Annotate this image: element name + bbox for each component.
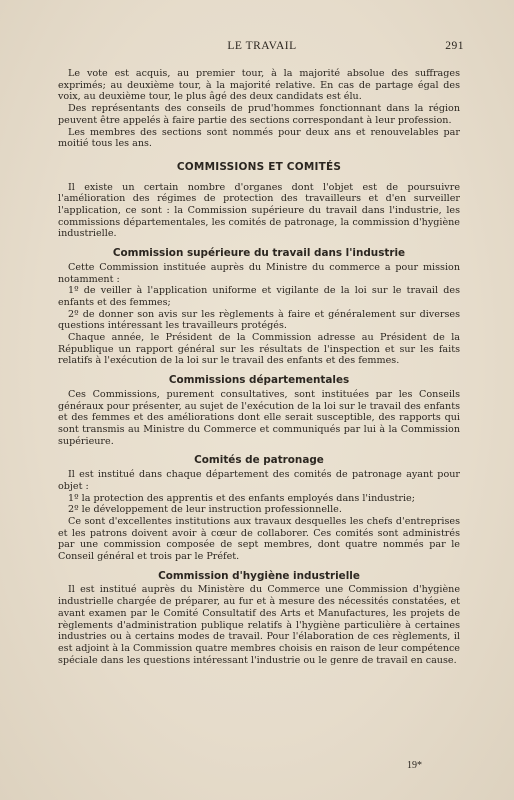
section-heading-commissions: COMMISSIONS ET COMITÉS — [176, 160, 342, 173]
paragraph: Cette Commission instituée auprès du Ministre du commerce a pour mission notamment : — [58, 261, 460, 285]
subsection-heading-commissions-departementales: Commissions départementales — [168, 374, 350, 387]
paragraph: Le vote est acquis, au premier tour, à la majorité absolue des suffrages exprimés; au deuxième tour, à la majorité relative. En cas de partage égal des voix, au deuxième tour, le plus âgé des deux candidats est élu. — [58, 68, 460, 103]
paragraph: Il est institué auprès du Ministère du Commerce une Commission d'hygiène industrielle chargée de préparer, au fur et à mesure des nécessités constatées, et avant examen par le Comité Consultatif des Arts et Manufactures, les projets de règlements d'administration publique relatifs à l'hygiène particulière à certaines industries ou à certains modes de travail. Pour l'élaboration de ces règlements, il est adjoint à la Commission quatre membres choisis en raison de leur compétence spéciale dans les questions intéressant l'industrie ou le genre de travail en cause. — [58, 584, 460, 666]
list-item: 1º de veiller à l'application uniforme et vigilante de la loi sur le travail des enfants et des femmes; — [58, 285, 460, 308]
subsection-heading-hygiene-industrielle: Commission d'hygiène industrielle — [158, 569, 360, 582]
paragraph: Il existe un certain nombre d'organes dont l'objet est de poursuivre l'amélioration des régimes de protection des travailleurs et d'en surveiller l'application, ce sont : la Commission supérieure du travail dans l'industrie, les commissions départementales, les comités de patronage, la commission d'hygiène industrielle. — [58, 181, 460, 240]
paragraph: Ces Commissions, purement consultatives, sont instituées par les Conseils généraux pour présenter, au sujet de l'exécution de la loi sur le travail des enfants et des femmes et des améliorations dont elle serait susceptible, des rapports qui sont transmis au Ministre du Commerce et communiqués par lui à la Commission supérieure. — [58, 388, 460, 447]
running-header — [58, 40, 466, 56]
paragraph: Il est institué dans chaque département des comités de patronage ayant pour objet : — [58, 469, 460, 492]
paragraph: Des représentants des conseils de prud'hommes fonctionnant dans la région peuvent être appelés à faire partie des sections correspondant à leur profession. — [58, 103, 460, 126]
list-item: 1º la protection des apprentis et des enfants employés dans l'industrie; — [68, 492, 415, 504]
paragraph: Les membres des sections sont nommés pour deux ans et renouvelables par moitié tous les ans. — [58, 126, 460, 150]
running-title: LE TRAVAIL — [227, 40, 297, 52]
subsection-heading-comites-patronage: Comités de patronage — [194, 454, 324, 467]
page-number: 291 — [445, 40, 464, 52]
paragraph: Chaque année, le Président de la Commission adresse au Président de la République un rapport général sur les résultats de l'inspection et sur les faits relatifs à l'exécution de la loi sur le travail des enfants et des femmes. — [58, 332, 460, 367]
page-body — [58, 68, 460, 666]
subsection-heading-commission-superieure: Commission supérieure du travail dans l'industrie — [112, 247, 406, 260]
list-item: 2º de donner son avis sur les règlements à faire et généralement sur diverses questions intéressant les travailleurs protégés. — [58, 308, 460, 332]
signature-mark: 19* — [407, 760, 422, 771]
list-item: 2º le développement de leur instruction professionnelle. — [68, 504, 342, 516]
paragraph: Ce sont d'excellentes institutions aux travaux desquelles les chefs d'entreprises et les patrons doivent avoir à cœur de collaborer. Ces comités sont administrés par une commission composée de sept membres, dont quatre nommés par le Conseil général et trois par le Préfet. — [58, 515, 460, 563]
